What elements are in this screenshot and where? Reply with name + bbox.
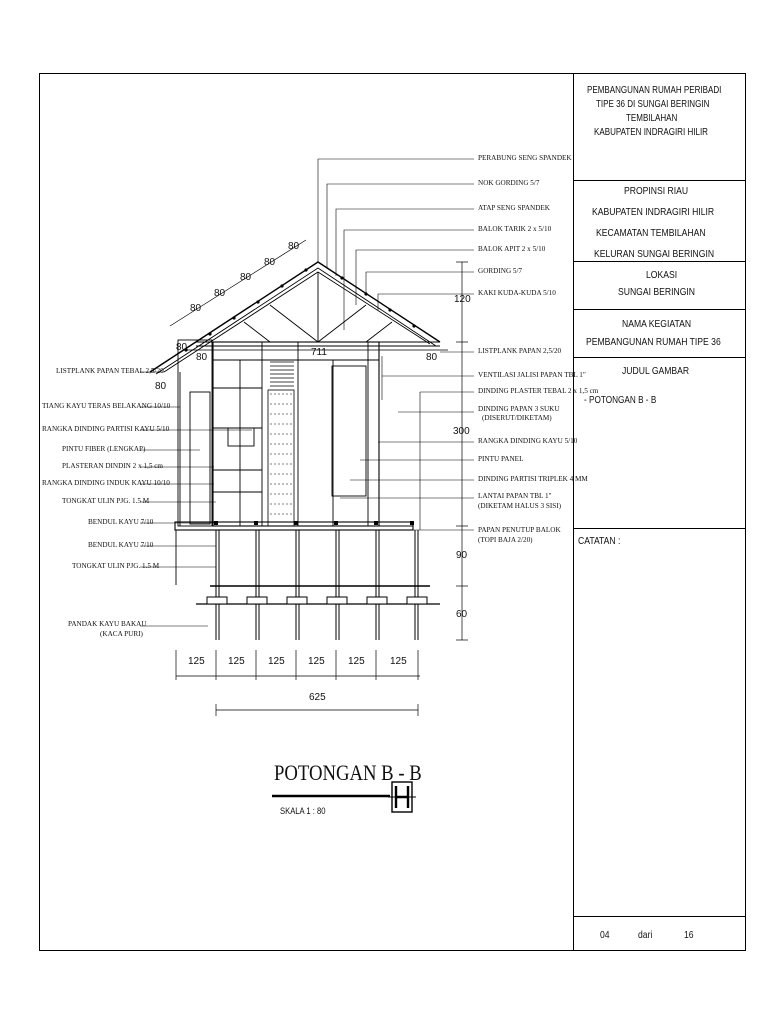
drawing-scale: SKALA 1 : 80 — [280, 806, 326, 816]
label-plasteran: PLASTERAN DINDIN 2 x 1,5 cm — [62, 462, 164, 470]
vdim-ground: 60 — [456, 609, 468, 620]
label-ventilasi: VENTILASI JALISI PAPAN TBL 1" — [478, 371, 586, 379]
label-gording: GORDING 5/7 — [478, 267, 523, 275]
label-kaca-puri: (KACA PURI) — [100, 630, 143, 638]
vdim-wall: 300 — [453, 426, 470, 437]
roof-dim-3: 80 — [240, 272, 252, 283]
label-pintu-fiber: PINTU FIBER (LENGKAP) — [62, 445, 146, 453]
label-atap: ATAP SENG SPANDEK — [478, 204, 550, 212]
roof-dim-1: 80 — [190, 303, 202, 314]
project-line-1: PEMBANGUNAN RUMAH PERIBADI — [587, 85, 722, 96]
activity-value: PEMBANGUNAN RUMAH TIPE 36 — [586, 336, 721, 348]
project-line-3: TEMBILAHAN — [626, 113, 678, 124]
notes-label: CATATAN : — [578, 535, 621, 547]
vdim-roof: 120 — [454, 294, 471, 305]
eave-dim-left-outer: 80 — [155, 381, 167, 392]
vdim-floor: 90 — [456, 550, 468, 561]
label-dinding-plaster: DINDING PLASTER TEBAL 2 x 1,5 cm — [478, 387, 599, 395]
label-rangka-dinding: RANGKA DINDING KAYU 5/10 — [478, 437, 578, 445]
hdim-3: 125 — [268, 656, 285, 667]
label-bendul-1: BENDUL KAYU 7/10 — [88, 518, 154, 526]
region-district: KECAMATAN TEMBILAHAN — [596, 227, 706, 239]
label-pandak: PANDAK KAYU BAKAU — [68, 620, 147, 628]
label-diketam: (DIKETAM HALUS 3 SISI) — [478, 502, 562, 510]
label-pintu-panel: PINTU PANEL — [478, 455, 524, 463]
label-rangka-partisi: RANGKA DINDING PARTISI KAYU 5/10 — [42, 425, 170, 433]
project-line-4: KABUPATEN INDRAGIRI HILIR — [594, 127, 708, 138]
drawing-title: POTONGAN B - B — [274, 760, 422, 785]
hdim-1: 125 — [188, 656, 205, 667]
eave-dim-left: 80 — [196, 352, 208, 363]
region-village: KELURAN SUNGAI BERINGIN — [594, 248, 715, 260]
label-tiang-teras: TIANG KAYU TERAS BELAKANG 10/10 — [42, 402, 171, 410]
page-of: dari — [638, 929, 653, 941]
label-lantai: LANTAI PAPAN TBL 1" — [478, 492, 552, 500]
label-listplank-left: LISTPLANK PAPAN TEBAL 2,5/20 — [56, 367, 164, 375]
hdim-5: 125 — [348, 656, 365, 667]
hdim-total: 625 — [309, 692, 326, 703]
eave-dim-span: 711 — [311, 347, 327, 358]
hdim-2: 125 — [228, 656, 245, 667]
page-current: 04 — [600, 929, 610, 941]
region-province: PROPINSI RIAU — [624, 185, 689, 197]
label-topi-baja: (TOPI BAJA 2/20) — [478, 536, 533, 544]
drawing-title-label: JUDUL GAMBAR — [622, 365, 690, 377]
hdim-4: 125 — [308, 656, 325, 667]
label-tongkat-ulin-2: TONGKAT ULIN PJG. 1.5 M — [72, 562, 160, 570]
roof-dim-6: 80 — [176, 342, 188, 353]
label-nok-gording: NOK GORDING 5/7 — [478, 179, 540, 187]
label-balok-tarik: BALOK TARIK 2 x 5/10 — [478, 225, 552, 233]
region-regency: KABUPATEN INDRAGIRI HILIR — [592, 206, 715, 218]
roof-dim-2: 80 — [214, 288, 226, 299]
label-kaki-kuda: KAKI KUDA-KUDA 5/10 — [478, 289, 556, 297]
label-rangka-induk: RANGKA DINDING INDUK KAYU 10/10 — [42, 479, 170, 487]
label-papan-penutup: PAPAN PENUTUP BALOK — [478, 526, 561, 534]
title-block — [573, 73, 746, 951]
activity-label: NAMA KEGIATAN — [622, 318, 692, 330]
hdim-6: 125 — [390, 656, 407, 667]
label-balok-apit: BALOK APIT 2 x 5/10 — [478, 245, 546, 253]
drawing-title-value: - POTONGAN B - B — [584, 395, 657, 406]
roof-dim-5: 80 — [288, 241, 300, 252]
page-total: 16 — [684, 929, 694, 941]
label-dinding-papan: DINDING PAPAN 3 SUKU — [478, 405, 560, 413]
project-line-2: TIPE 36 DI SUNGAI BERINGIN — [596, 99, 710, 110]
label-partisi-triplek: DINDING PARTISI TRIPLEK 4 MM — [478, 475, 588, 483]
label-listplank-right: LISTPLANK PAPAN 2,5/20 — [478, 347, 562, 355]
label-bendul-2: BENDUL KAYU 7/10 — [88, 541, 154, 549]
location-value: SUNGAI BERINGIN — [618, 286, 696, 298]
eave-dim-right: 80 — [426, 352, 438, 363]
label-perabung: PERABUNG SENG SPANDEK — [478, 154, 572, 162]
label-tongkat-ulin-1: TONGKAT ULIN PJG. 1.5 M — [62, 497, 150, 505]
location-label: LOKASI — [646, 269, 678, 281]
label-diserut: (DISERUT/DIKETAM) — [482, 414, 552, 422]
roof-dim-4: 80 — [264, 257, 276, 268]
